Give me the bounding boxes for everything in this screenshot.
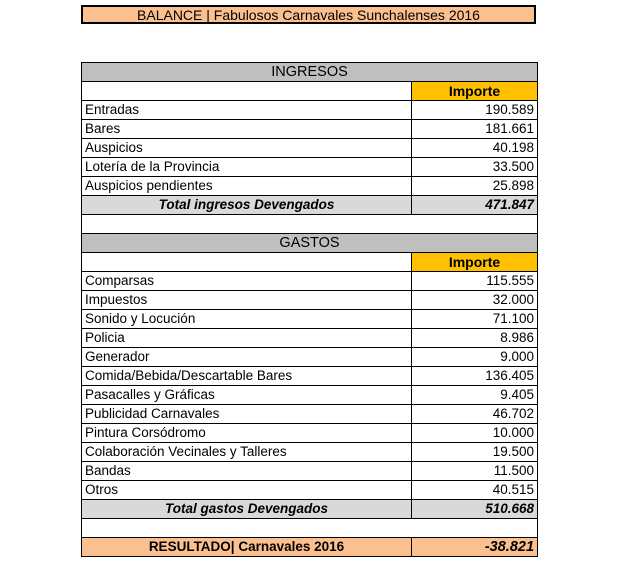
ingresos-table-row [82,158,538,177]
gastos-item-value: 40.515 [412,481,538,500]
spacer-row [82,519,538,538]
gastos-table-row [82,481,538,500]
ingresos-item-value: 40.198 [412,139,538,158]
gastos-item-value: 10.000 [412,424,538,443]
ingresos-header: INGRESOS [82,63,538,82]
gastos-item-label: Colaboración Vecinales y Talleres [82,443,412,462]
gastos-importe-header: Importe [412,253,538,272]
gastos-item-value: 71.100 [412,310,538,329]
gastos-table-row [82,424,538,443]
gastos-item-label: Policia [82,329,412,348]
gastos-item-label: Impuestos [82,291,412,310]
ingresos-table-row [82,177,538,196]
ingresos-item-label: Bares [82,120,412,139]
ingresos-item-label: Auspicios pendientes [82,177,412,196]
resultado-label: RESULTADO| Carnavales 2016 [82,538,412,557]
gastos-table-row [82,443,538,462]
ingresos-table-row [82,120,538,139]
gastos-item-value: 11.500 [412,462,538,481]
gastos-item-label: Pasacalles y Gráficas [82,386,412,405]
gastos-total-row [82,500,538,519]
ingresos-total-label: Total ingresos Devengados [82,196,412,215]
gastos-table-row [82,405,538,424]
gastos-item-value: 9.000 [412,348,538,367]
gastos-table-row [82,462,538,481]
gastos-item-label: Publicidad Carnavales [82,405,412,424]
gastos-header: GASTOS [82,234,538,253]
gastos-item-value: 9.405 [412,386,538,405]
gastos-table-row [82,310,538,329]
ingresos-table-row [82,139,538,158]
gastos-header-row [82,234,538,253]
gastos-table-row [82,329,538,348]
ingresos-item-value: 190.589 [412,101,538,120]
gastos-table-row [82,348,538,367]
gastos-table-row [82,367,538,386]
ingresos-item-value: 25.898 [412,177,538,196]
gastos-total-label: Total gastos Devengados [82,500,412,519]
gastos-item-label: Pintura Corsódromo [82,424,412,443]
gastos-item-label: Generador [82,348,412,367]
balance-sheet [81,62,538,557]
ingresos-item-value: 33.500 [412,158,538,177]
ingresos-importe-header: Importe [412,82,538,101]
balance-title: BALANCE | Fabulosos Carnavales Sunchalenses 2016 [81,5,536,24]
gastos-item-value: 8.986 [412,329,538,348]
gastos-total-value: 510.668 [412,500,538,519]
resultado-value: -38.821 [412,538,538,557]
ingresos-table-row [82,101,538,120]
ingresos-item-label: Auspicios [82,139,412,158]
gastos-item-value: 46.702 [412,405,538,424]
ingresos-item-value: 181.661 [412,120,538,139]
ingresos-header-row [82,63,538,82]
gastos-item-label: Bandas [82,462,412,481]
gastos-item-value: 115.555 [412,272,538,291]
spacer-row [82,215,538,234]
ingresos-item-label: Entradas [82,101,412,120]
gastos-column-blank [82,253,412,272]
ingresos-item-label: Lotería de la Provincia [82,158,412,177]
gastos-table-row [82,291,538,310]
gastos-table-row [82,386,538,405]
gastos-column-header-row [82,253,538,272]
ingresos-column-header-row [82,82,538,101]
gastos-table-row [82,272,538,291]
gastos-item-label: Comida/Bebida/Descartable Bares [82,367,412,386]
gastos-item-value: 32.000 [412,291,538,310]
gastos-item-label: Sonido y Locución [82,310,412,329]
ingresos-total-row [82,196,538,215]
gastos-item-label: Otros [82,481,412,500]
resultado-row [82,538,538,557]
gastos-item-value: 19.500 [412,443,538,462]
gastos-item-label: Comparsas [82,272,412,291]
gastos-item-value: 136.405 [412,367,538,386]
ingresos-total-value: 471.847 [412,196,538,215]
ingresos-column-blank [82,82,412,101]
